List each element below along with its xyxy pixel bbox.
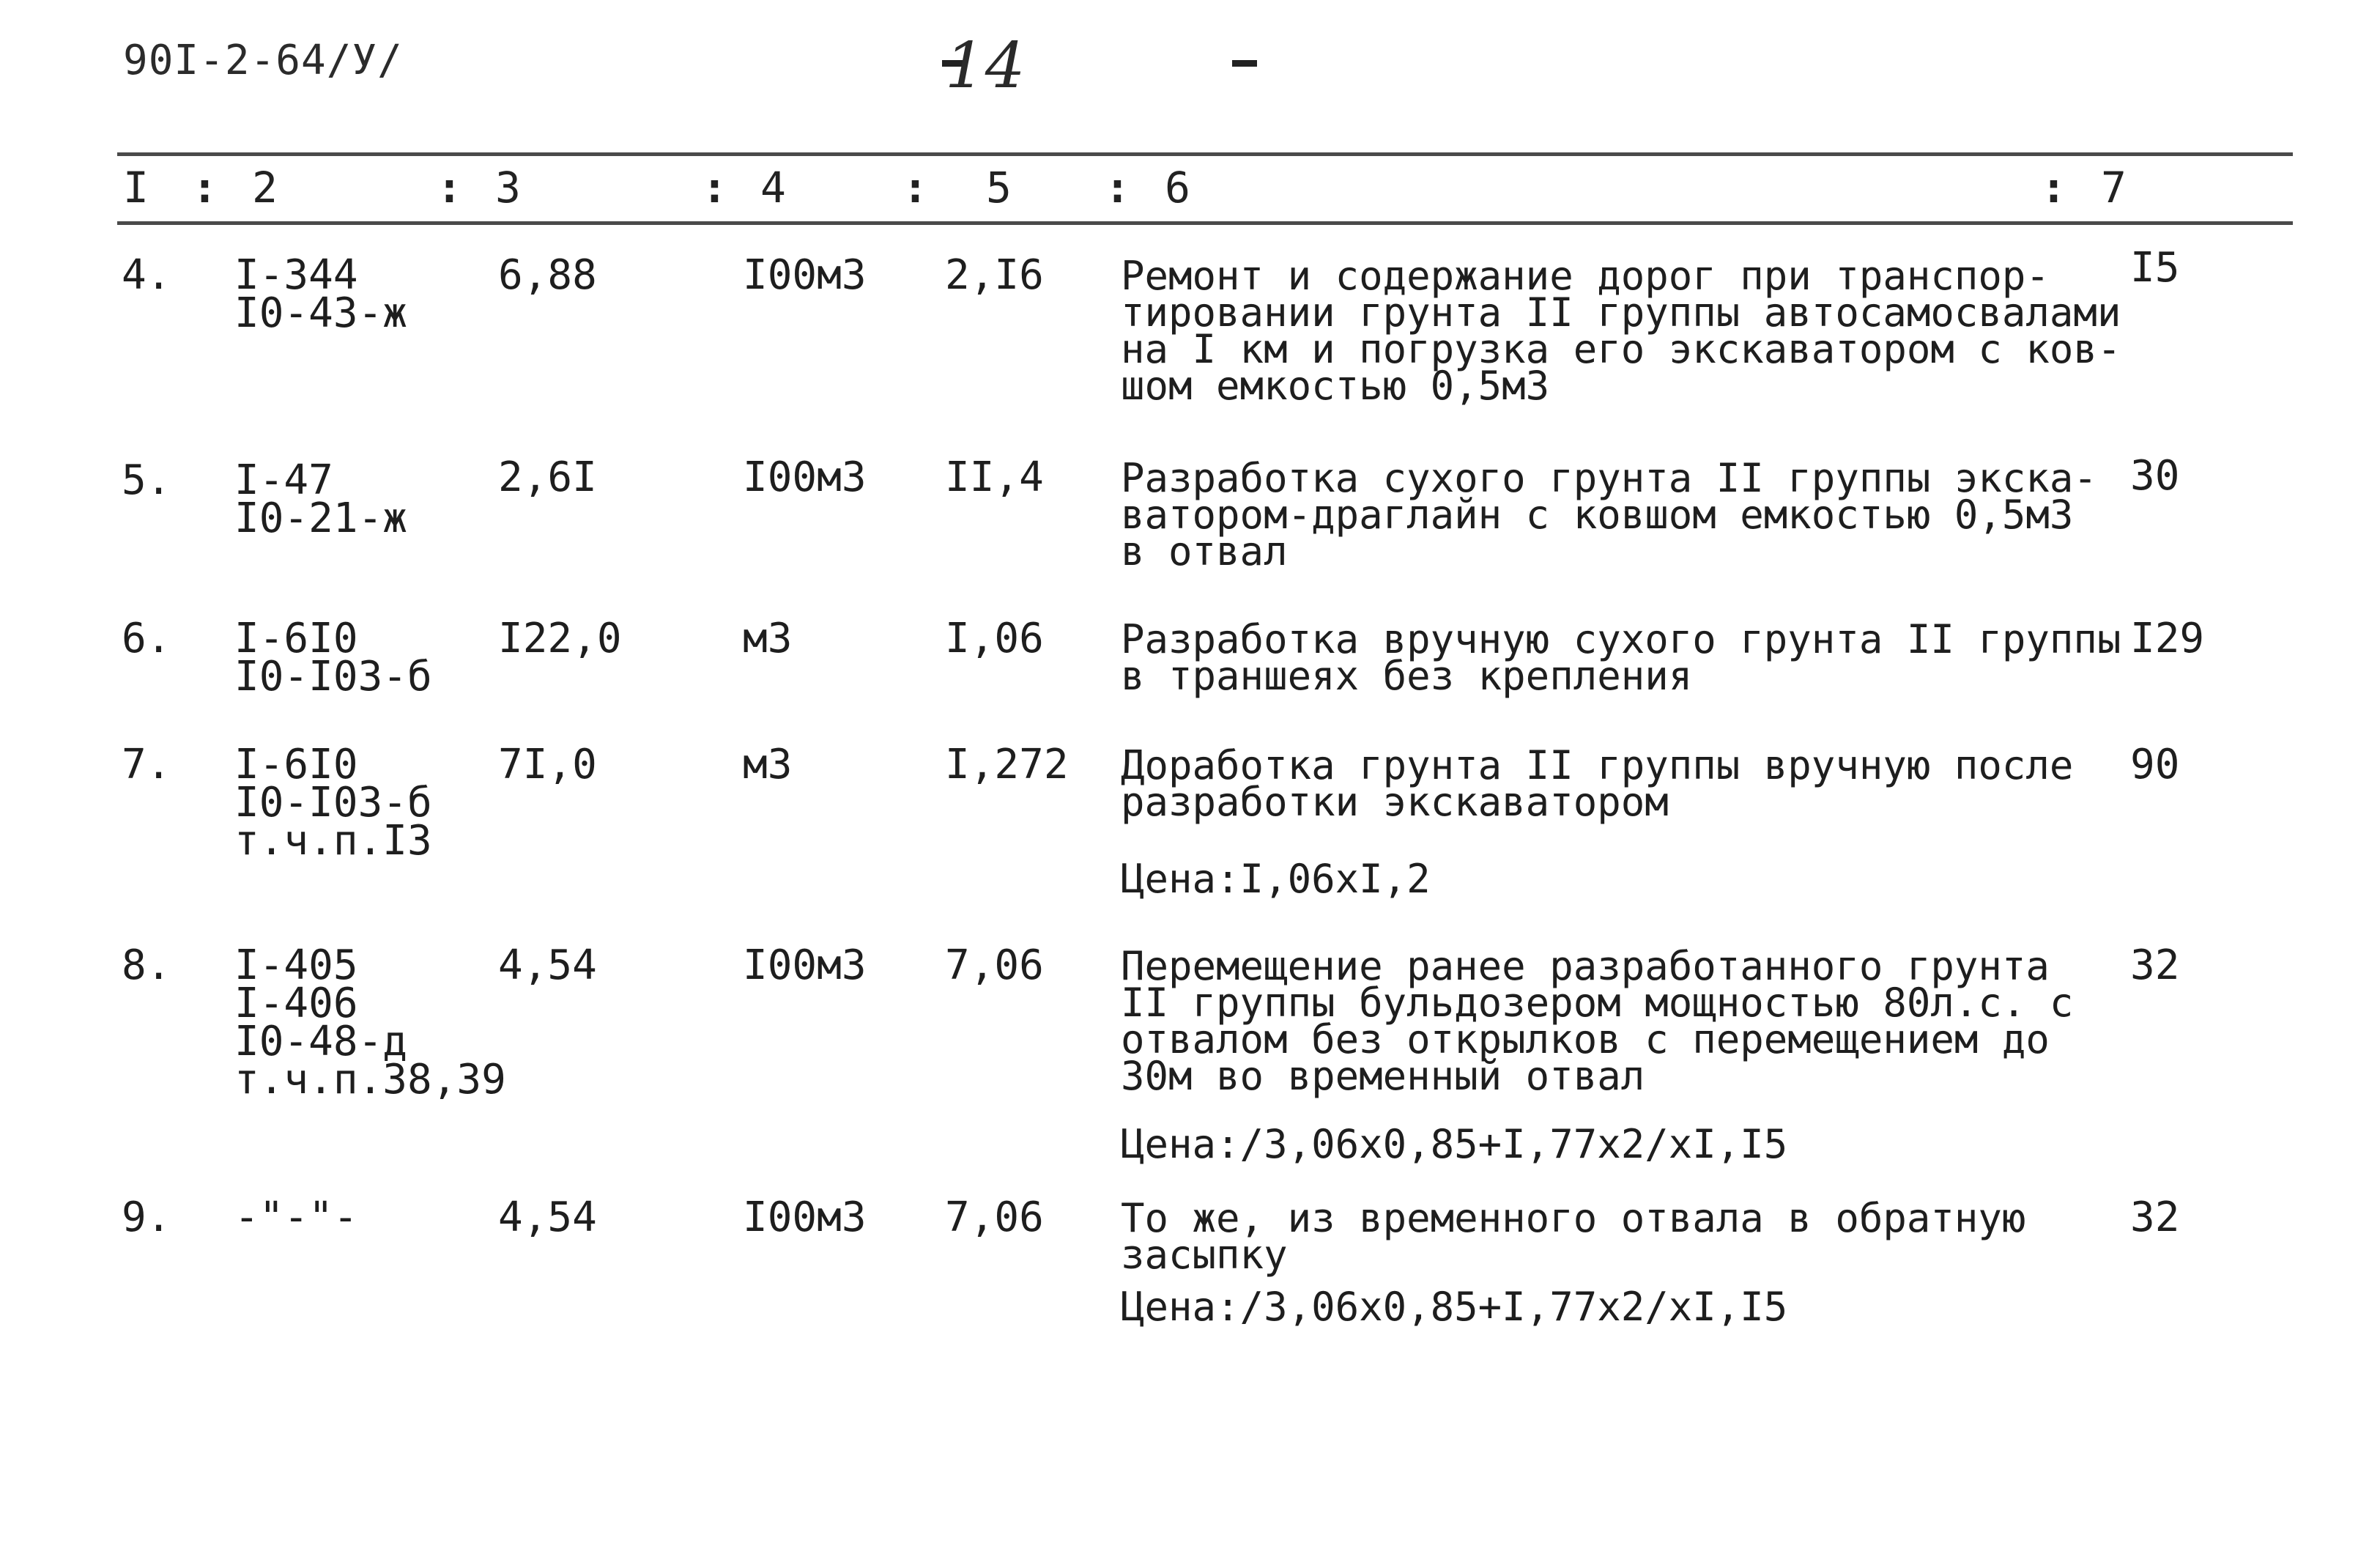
- header-rule-top: [117, 152, 2293, 156]
- row-unit: м3: [743, 741, 793, 788]
- row-total: 90: [2130, 741, 2180, 788]
- description-line: отвалом без открылков с перемещением до: [1121, 1016, 2050, 1062]
- description-line: Перемещение ранее разработанного грунта: [1121, 943, 2050, 989]
- row-code: I0-I03-б: [234, 779, 432, 826]
- row-code: I0-48-д: [234, 1018, 408, 1065]
- row-codes: [234, 456, 408, 542]
- column-separator: :: [702, 163, 727, 212]
- row-unit: I00м3: [743, 251, 867, 299]
- row-total: I29: [2130, 615, 2205, 662]
- column-header-5: 5: [986, 163, 1012, 212]
- column-header-2: 2: [252, 163, 278, 212]
- row-rate: 7,06: [945, 942, 1044, 989]
- description-line: Доработка грунта II группы вручную после: [1121, 742, 2074, 788]
- column-header-4: 4: [760, 163, 786, 212]
- price-note: Цена:I,06хI,2: [1121, 856, 1431, 902]
- row-code: I0-43-ж: [234, 289, 408, 337]
- row-quantity: I22,0: [498, 615, 622, 662]
- row-description: [1121, 253, 2121, 409]
- description-line: Ремонт и содержание дорог при транспор-: [1121, 253, 2050, 299]
- column-separator: :: [192, 163, 218, 212]
- row-code: I0-I03-б: [234, 653, 432, 700]
- column-header-1: I: [123, 163, 149, 212]
- row-description: [1121, 455, 2097, 574]
- row-codes: [234, 741, 432, 865]
- row-total: 32: [2130, 942, 2180, 989]
- row-code: т.ч.п.38,39: [234, 1056, 506, 1103]
- row-rate: I,272: [945, 741, 1069, 788]
- description-line: разработки экскаватором: [1121, 779, 1669, 825]
- column-separator: :: [2041, 163, 2066, 212]
- row-codes: [234, 615, 432, 700]
- row-quantity: 6,88: [498, 251, 597, 299]
- header-rule-bottom: [117, 221, 2293, 225]
- row-code: т.ч.п.I3: [234, 817, 432, 865]
- column-separator: :: [902, 163, 928, 212]
- row-codes: [234, 942, 506, 1103]
- document-code: 90I-2-64/У/: [123, 37, 403, 84]
- row-code: I-406: [234, 980, 358, 1027]
- row-codes: [234, 1194, 358, 1241]
- row-number: 4.: [122, 251, 171, 299]
- row-quantity: 4,54: [498, 1194, 597, 1241]
- column-separator: :: [437, 163, 462, 212]
- row-description: [1121, 1195, 2026, 1278]
- row-quantity: 2,6I: [498, 454, 597, 501]
- row-code: -"-"-: [234, 1194, 358, 1241]
- row-total: I5: [2130, 244, 2180, 292]
- row-number: 6.: [122, 615, 171, 662]
- description-line: То же, из временного отвала в обратную: [1121, 1195, 2026, 1241]
- row-rate: 7,06: [945, 1194, 1044, 1241]
- row-number: 8.: [122, 942, 171, 989]
- row-unit: I00м3: [743, 942, 867, 989]
- description-line: на I км и погрузка его экскаватором с ков-: [1121, 326, 2121, 372]
- row-code: I-344: [234, 251, 358, 299]
- row-total: 30: [2130, 452, 2180, 500]
- description-line: шом емкостью 0,5м3: [1121, 363, 1550, 409]
- row-number: 7.: [122, 741, 171, 788]
- row-code: I-47: [234, 456, 333, 504]
- row-code: I-405: [234, 942, 358, 989]
- column-header-3: 3: [495, 163, 521, 212]
- column-header-7: 7: [2101, 163, 2127, 212]
- description-line: в отвал: [1121, 528, 1288, 574]
- page-number-dash-right: [1232, 60, 1257, 67]
- row-code: I0-21-ж: [234, 495, 408, 542]
- row-rate: II,4: [945, 454, 1044, 501]
- row-codes: [234, 251, 408, 337]
- description-line: засыпку: [1121, 1232, 1288, 1278]
- row-description: [1121, 943, 2074, 1099]
- description-line: тировании грунта II группы автосамосвалами: [1121, 289, 2121, 336]
- row-unit: м3: [743, 615, 793, 662]
- row-total: 32: [2130, 1194, 2180, 1241]
- row-code: I-6I0: [234, 741, 358, 788]
- row-rate: I,06: [945, 615, 1044, 662]
- price-note: Цена:/3,06х0,85+I,77х2/хI,I5: [1121, 1284, 1788, 1330]
- column-header-6: 6: [1165, 163, 1190, 212]
- description-line: Разработка сухого грунта II группы экска-: [1121, 455, 2097, 501]
- row-quantity: 4,54: [498, 942, 597, 989]
- column-separator: :: [1105, 163, 1130, 212]
- description-line: II группы бульдозером мощностью 80л.с. с: [1121, 980, 2074, 1026]
- description-line: Разработка вручную сухого грунта II группы: [1121, 616, 2121, 662]
- row-number: 9.: [122, 1194, 171, 1241]
- description-line: 30м во временный отвал: [1121, 1053, 1645, 1099]
- row-quantity: 7I,0: [498, 741, 597, 788]
- row-unit: I00м3: [743, 454, 867, 501]
- row-description: [1121, 616, 2121, 699]
- row-description: [1121, 742, 2074, 825]
- row-rate: 2,I6: [945, 251, 1044, 299]
- description-line: ватором-драглайн с ковшом емкостью 0,5м3: [1121, 492, 2074, 538]
- price-note: Цена:/3,06х0,85+I,77х2/хI,I5: [1121, 1121, 1788, 1167]
- description-line: в траншеях без крепления: [1121, 653, 1693, 699]
- row-number: 5.: [122, 456, 171, 504]
- row-unit: I00м3: [743, 1194, 867, 1241]
- row-code: I-6I0: [234, 615, 358, 662]
- page-number: 14: [945, 29, 1026, 103]
